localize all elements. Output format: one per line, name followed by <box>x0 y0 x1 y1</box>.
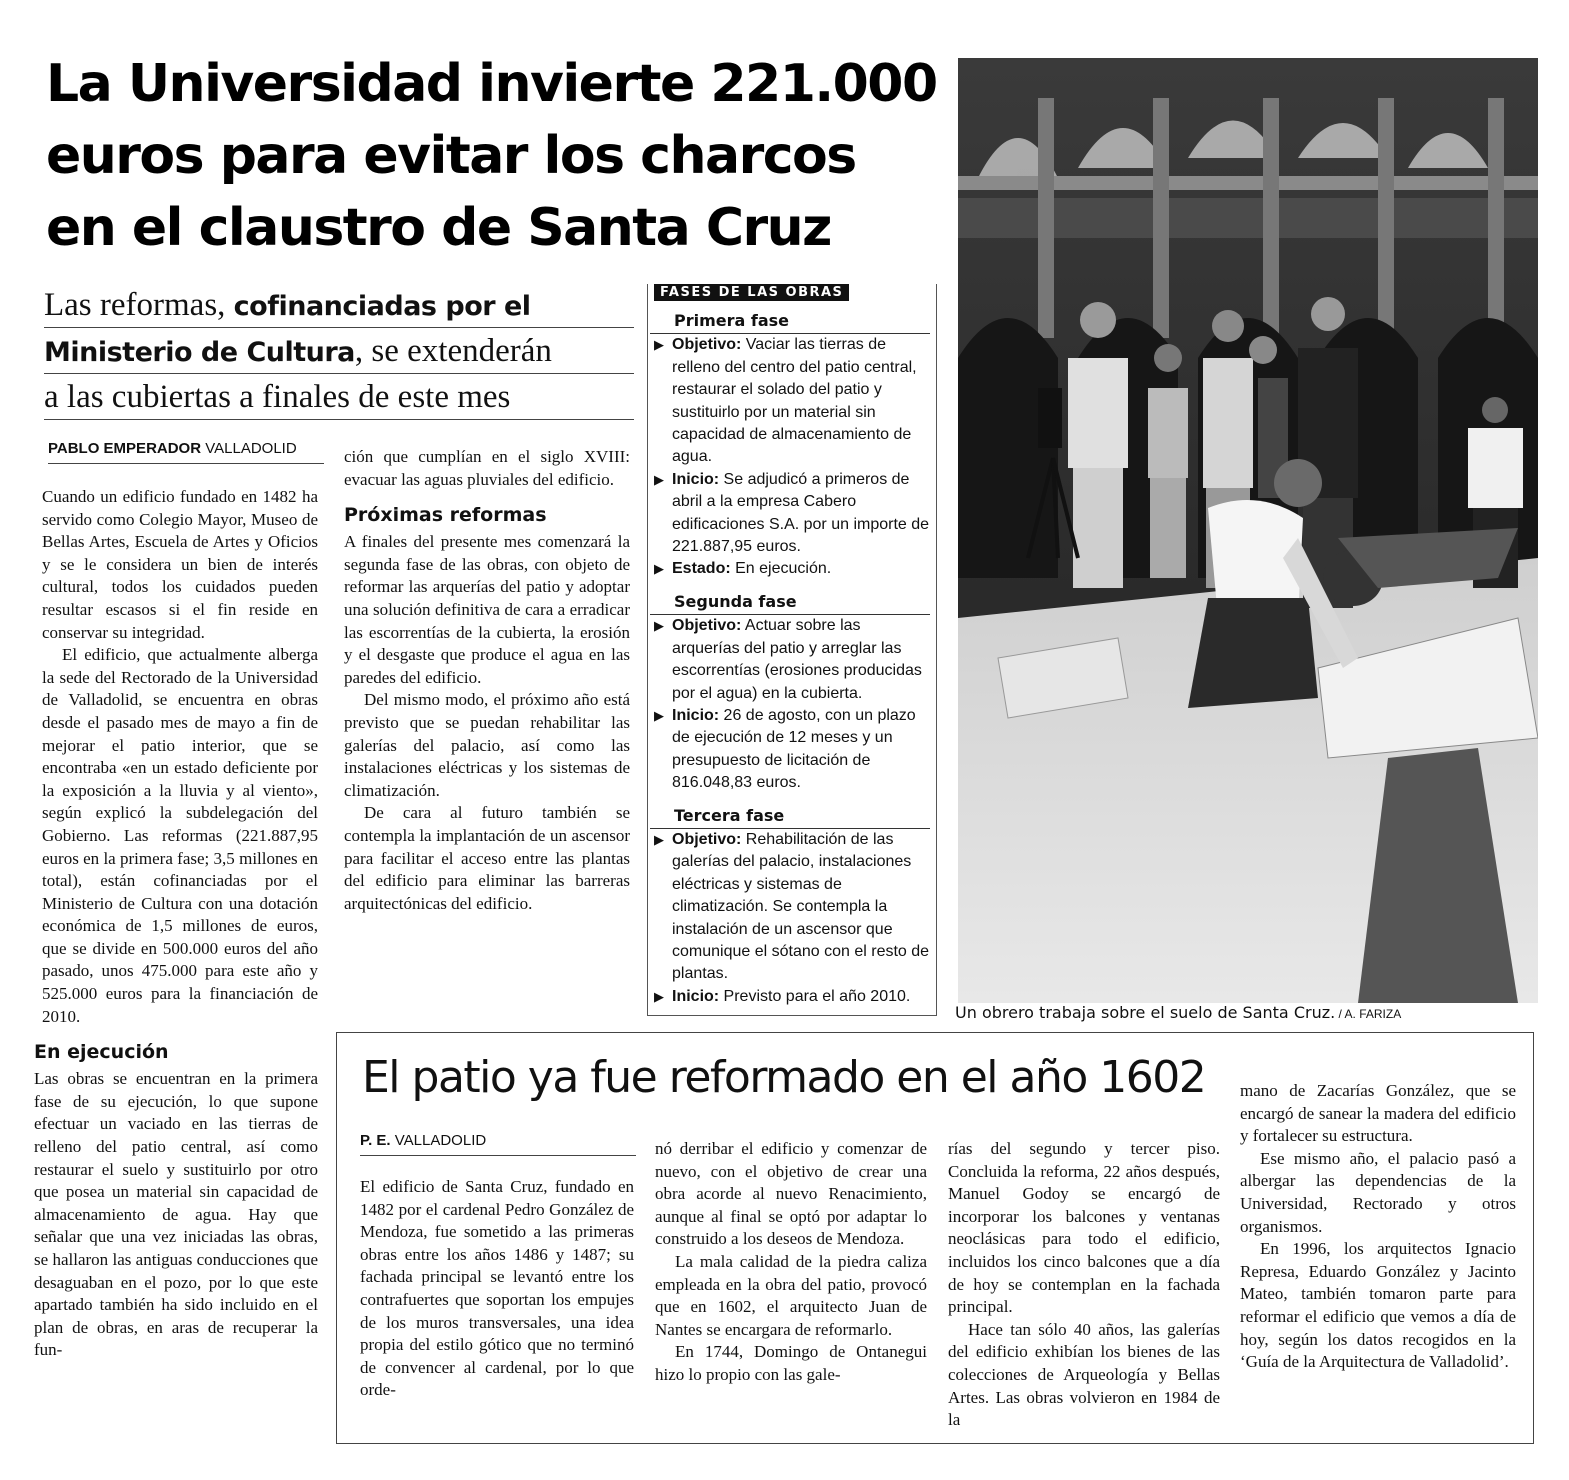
photo-credit: / A. FARIZA <box>1335 1007 1402 1021</box>
fase-item-key: Inicio: <box>672 706 720 724</box>
section-heading: Próximas reformas <box>344 504 547 527</box>
fase-item <box>650 334 930 468</box>
sidebar-byline <box>360 1132 636 1156</box>
fase-item-value: Actuar sobre las arquerías del patio y arreglar las escorrentías (erosiones producidas por el agua) en la cubierta. <box>672 617 922 702</box>
subhead-text: Las reformas, <box>44 287 234 323</box>
byline <box>48 440 324 464</box>
subheadline <box>44 282 634 420</box>
headline-line-2: euros para evitar los charcos <box>46 126 856 186</box>
subhead-line-1 <box>44 282 634 328</box>
sidebar-headline: El patio ya fue reformado en el año 1602 <box>362 1052 1206 1103</box>
article-column-2 <box>344 446 630 915</box>
caption-text: Un obrero trabaja sobre el suelo de Santa Cruz. <box>955 1003 1336 1022</box>
headline-line-3: en el claustro de Santa Cruz <box>46 198 831 258</box>
fase-item <box>650 986 930 1008</box>
article-paragraph: Las obras se encuentran en la primera fase de su ejecución, lo que supone efectuar un vaciado en las tierras de relleno del patio central, así como restaurar el suelo y sustituirlo por otro que posea un material sin capacidad de almacenamiento de agua. Hay que señalar que una vez iniciadas las obras, se hallaron las antiguas conducciones que desaguaban en el pozo, por lo que este apartado también ha sido incluido en el plan de obras, en aras de recuperar la fun- <box>34 1069 318 1360</box>
photo-caption <box>955 1003 1401 1022</box>
sidebar-column-1 <box>360 1176 634 1402</box>
fase-item <box>650 558 930 580</box>
article-paragraph: De cara al futuro también se contempla la implantación de un ascensor para facilitar el acceso entre las plantas del edificio para eliminar las barreras arquitectónicas del edificio. <box>344 803 630 913</box>
fase-item-key: Estado: <box>672 560 731 578</box>
article-paragraph: El edificio, que actualmente alberga la sede del Rectorado de la Universidad de Valladolid, se encuentra en obras desde el pasado mes de mayo a fin de mejorar el patio interior, que se encontraba «en un estado deficiente por la exposición a la lluvia y al viento», según explicó la subdelegación del Gobierno. Las reformas (221.887,95 euros en la primera fase; 3,5 millones en total), están cofinanciadas por el Ministerio de Cultura con una dotación económica de 1,5 millones de euros, que se divide en 500.000 euros del año pasado, unos 475.000 para este año y 525.000 euros para la financiación de 2010. <box>42 645 318 1026</box>
fase-item-value: Se adjudicó a primeros de abril a la empresa Cabero edificaciones S.A. por un importe de 221.887,95 euros. <box>672 470 930 556</box>
photo-illustration <box>958 58 1538 1003</box>
fase-item-value: Vaciar las tierras de relleno del centro del patio central, restaurar el solado del patio y sustituirlo por un material sin capacidad de almacenamiento de agua. <box>672 336 917 466</box>
fase-item-value: Previsto para el año 2010. <box>719 987 911 1005</box>
subhead-bold: cofinanciadas por el <box>233 291 531 322</box>
sidebar-paragraph: rías del segundo y tercer piso. Concluida la reforma, 22 años después, Manuel Godoy se encargó de incorporar los balcones y ventanas neoclásicas para todo el edificio, incluidos los cinco balcones que a día de hoy se contemplan en la fachada principal. <box>948 1139 1220 1317</box>
headline-line-1: La Universidad invierte 221.000 <box>46 54 937 114</box>
article-paragraph: Del mismo modo, el próximo año está previsto que se puedan rehabilitar las galerías del palacio, así como las instalaciones eléctricas y los sistemas de climatización. <box>344 690 630 800</box>
photo-cloister <box>958 58 1538 1003</box>
article-column-1 <box>34 486 318 1362</box>
sidebar-paragraph: En 1744, Domingo de Ontanegui hizo lo propio con las gale- <box>655 1342 927 1384</box>
sidebar-column-4 <box>1240 1080 1516 1374</box>
fase-item-value: En ejecución. <box>730 560 832 578</box>
sidebar-paragraph: En 1996, los arquitectos Ignacio Represa, Eduardo González y Jacinto Mateo, también tomaron parte para reformar el edificio que vemos a día de hoy, según los datos recogidos en la ‘Guía de la Arquitectura de Valladolid’. <box>1240 1239 1516 1372</box>
sidebar-paragraph: Hace tan sólo 40 años, las galerías del edificio exhibían los bienes de las colecciones de Arqueología y Bellas Artes. Las obras volvieron en 1984 de la <box>948 1319 1220 1430</box>
sidebar-paragraph: La mala calidad de la piedra caliza empleada en la obra del patio, provocó que en 1602, el arquitecto Juan de Nantes se encargara de reformarlo. <box>655 1251 927 1339</box>
byline-author: PABLO EMPERADOR <box>48 440 202 457</box>
fase-item-value: Rehabilitación de las galerías del palacio, instalaciones eléctricas y sistemas de climatización. Se contempla la instalación de un ascensor que comunique el sótano con el resto de plantas. <box>672 830 930 983</box>
sidebar-paragraph: nó derribar el edificio y comenzar de nuevo, con el objetivo de crear una obra acorde al nuevo Renacimiento, aunque al final se optó por adaptar lo construido a los deseos de Mendoza. <box>655 1139 927 1249</box>
fase-item-value: 26 de agosto, con un plazo de ejecución de 12 meses y un presupuesto de licitación de 816.048,83 euros. <box>672 706 916 792</box>
subhead-bold: Ministerio de Cultura <box>44 337 355 368</box>
sidebar-byline-city: VALLADOLID <box>394 1132 487 1149</box>
sidebar-column-3 <box>948 1138 1220 1432</box>
fase-title: Tercera fase <box>650 805 930 829</box>
sidebar-paragraph: El edificio de Santa Cruz, fundado en 1482 por el cardenal Pedro González de Mendoza, fue sometido a las primeras obras entre los años 1486 y 1487; su fachada principal se levantó entre los contrafuertes que soportan los empujes de los muros transversales, una idea propia del estilo gótico que no terminó de convencer al cardenal, por lo que orde- <box>360 1177 634 1400</box>
fase-item <box>650 705 930 795</box>
fase-item-key: Objetivo: <box>672 617 742 635</box>
fase-title: Primera fase <box>650 310 930 334</box>
subhead-line-3: a las cubiertas a finales de este mes <box>44 374 634 420</box>
article-paragraph: Cuando un edificio fundado en 1482 ha servido como Colegio Mayor, Museo de Bellas Artes, Escuela de Artes y Oficios y se le considera un bien de interés cultural, todos los cuidados pueden resultar escasos si el fin reside en conservar su integridad. <box>42 487 318 642</box>
fase-item <box>650 829 930 986</box>
headline <box>46 48 946 264</box>
sidebar-column-2 <box>655 1138 927 1387</box>
fase-item-key: Inicio: <box>672 987 720 1005</box>
sidebar-paragraph: mano de Zacarías González, que se encargó de sanear la madera del edificio y fortalecer su estructura. <box>1240 1081 1516 1146</box>
fase-title: Segunda fase <box>650 591 930 615</box>
fase-item <box>650 469 930 559</box>
sidebar-paragraph: Ese mismo año, el palacio pasó a albergar las dependencias de la Universidad, Rectorado y otros organismos. <box>1240 1148 1516 1236</box>
article-paragraph: ción que cumplían en el siglo XVIII: evacuar las aguas pluviales del edificio. <box>344 447 630 489</box>
sidebar-byline-author: P. E. <box>360 1132 391 1149</box>
fase-item-key: Inicio: <box>672 470 720 488</box>
fase-item <box>650 615 930 705</box>
fase-item-key: Objetivo: <box>672 336 742 354</box>
fase-item-key: Objetivo: <box>672 830 742 848</box>
subhead-text: , se extenderán <box>354 333 552 369</box>
fases-box <box>647 284 937 1016</box>
article-paragraph: A finales del presente mes comenzará la segunda fase de las obras, con objeto de reformar las arquerías del patio y adoptar una solución definitiva de cara a erradicar las escorrentías de la cubierta, la erosión y el desgaste que produce el agua en las paredes del edificio. <box>344 532 630 687</box>
byline-city: VALLADOLID <box>205 440 297 457</box>
subhead-line-2 <box>44 328 634 374</box>
fases-tag: FASES DE LAS OBRAS <box>654 284 849 301</box>
section-heading: En ejecución <box>34 1041 169 1064</box>
